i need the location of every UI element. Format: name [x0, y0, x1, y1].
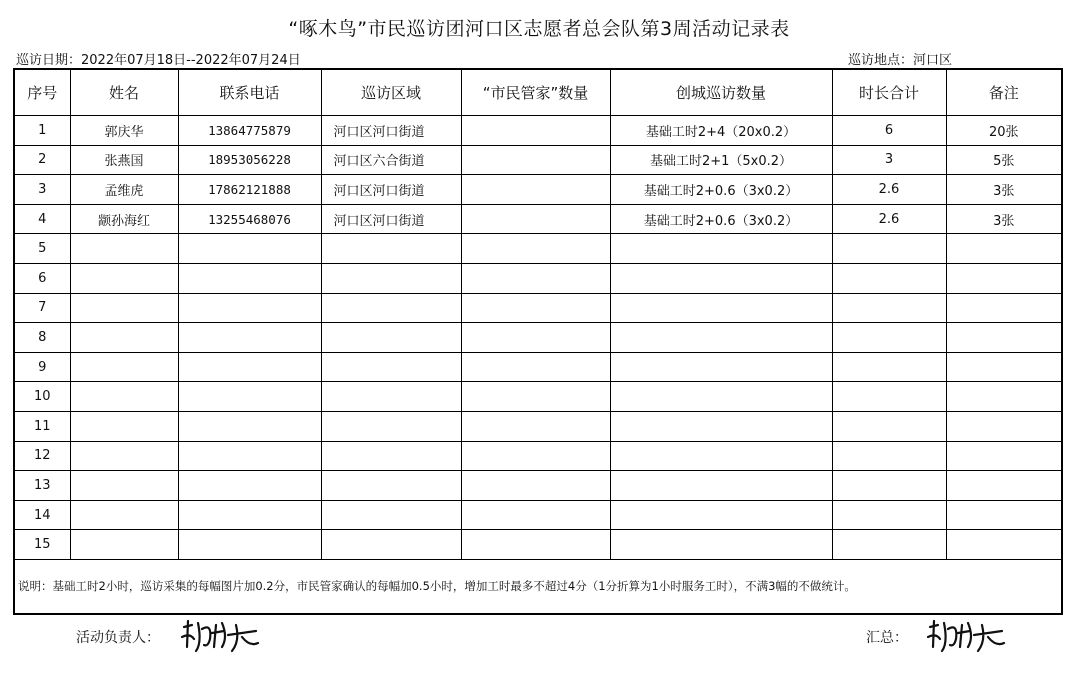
- table-row: [14, 530, 1062, 560]
- header-no: 序号: [14, 69, 70, 116]
- cell-no: 14: [14, 500, 70, 530]
- cell-remark: [946, 530, 1062, 560]
- cell-butler-count: [461, 352, 610, 382]
- header-visit-count: 创城巡访数量: [610, 69, 832, 116]
- cell-no: 1: [14, 116, 70, 146]
- cell-no: 10: [14, 382, 70, 412]
- table-row: [14, 411, 1062, 441]
- cell-visit-count: [610, 352, 832, 382]
- header-area: 巡访区域: [321, 69, 461, 116]
- table-row: [14, 116, 1062, 146]
- cell-butler-count: [461, 263, 610, 293]
- cell-area: [321, 263, 461, 293]
- cell-visit-count: 基础工时2+1（5x0.2）: [610, 145, 832, 175]
- cell-name: [70, 500, 178, 530]
- table-row: [14, 471, 1062, 501]
- cell-area: 河口区六合街道: [321, 145, 461, 175]
- cell-area: 河口区河口街道: [321, 116, 461, 146]
- table-row: [14, 500, 1062, 530]
- cell-phone: [178, 500, 321, 530]
- cell-remark: [946, 263, 1062, 293]
- cell-area: [321, 293, 461, 323]
- cell-butler-count: [461, 382, 610, 412]
- cell-phone: [178, 471, 321, 501]
- header-phone: 联系电话: [178, 69, 321, 116]
- table-row: [14, 204, 1062, 234]
- cell-remark: [946, 323, 1062, 353]
- cell-visit-count: [610, 441, 832, 471]
- cell-visit-count: [610, 263, 832, 293]
- cell-name: [70, 411, 178, 441]
- cell-no: 3: [14, 175, 70, 205]
- table-row: [14, 234, 1062, 264]
- cell-remark: 3张: [946, 175, 1062, 205]
- cell-visit-count: [610, 530, 832, 560]
- form-title: “啄木鸟”市民巡访团河口区志愿者总会队第3周活动记录表: [288, 18, 790, 40]
- cell-butler-count: [461, 204, 610, 234]
- cell-remark: [946, 471, 1062, 501]
- cell-phone: 13255468076: [178, 204, 321, 234]
- cell-area: [321, 530, 461, 560]
- cell-phone: [178, 411, 321, 441]
- cell-butler-count: [461, 471, 610, 501]
- cell-name: [70, 530, 178, 560]
- cell-name: 孟维虎: [70, 175, 178, 205]
- cell-butler-count: [461, 323, 610, 353]
- leader-label: 活动负责人：: [76, 630, 160, 646]
- cell-area: [321, 411, 461, 441]
- cell-phone: 13864775879: [178, 116, 321, 146]
- cell-remark: [946, 411, 1062, 441]
- cell-area: [321, 234, 461, 264]
- cell-phone: 17862121888: [178, 175, 321, 205]
- table-row: [14, 175, 1062, 205]
- cell-name: 颛孙海红: [70, 204, 178, 234]
- cell-hours: [832, 352, 946, 382]
- header-row: [14, 69, 1062, 116]
- cell-name: [70, 293, 178, 323]
- cell-visit-count: [610, 382, 832, 412]
- cell-no: 4: [14, 204, 70, 234]
- table-row: [14, 441, 1062, 471]
- table-row: [14, 352, 1062, 382]
- cell-phone: [178, 441, 321, 471]
- cell-area: [321, 352, 461, 382]
- summary-label: 汇总：: [866, 630, 908, 646]
- cell-hours: 3: [832, 145, 946, 175]
- cell-visit-count: [610, 293, 832, 323]
- cell-remark: [946, 382, 1062, 412]
- cell-hours: 2.6: [832, 204, 946, 234]
- table-row: [14, 323, 1062, 353]
- cell-name: [70, 234, 178, 264]
- location: 巡访地点：河口区: [848, 53, 953, 68]
- cell-butler-count: [461, 530, 610, 560]
- note-row: [14, 559, 1062, 614]
- cell-butler-count: [461, 293, 610, 323]
- cell-visit-count: 基础工时2+0.6（3x0.2）: [610, 204, 832, 234]
- cell-hours: 6: [832, 116, 946, 146]
- cell-area: 河口区河口街道: [321, 204, 461, 234]
- cell-phone: [178, 352, 321, 382]
- cell-phone: [178, 323, 321, 353]
- cell-name: [70, 471, 178, 501]
- cell-visit-count: [610, 234, 832, 264]
- cell-hours: [832, 471, 946, 501]
- cell-phone: [178, 234, 321, 264]
- cell-visit-count: [610, 471, 832, 501]
- cell-remark: 5张: [946, 145, 1062, 175]
- cell-butler-count: [461, 145, 610, 175]
- cell-hours: [832, 234, 946, 264]
- summary-signature: [924, 617, 1006, 655]
- cell-remark: [946, 234, 1062, 264]
- cell-butler-count: [461, 175, 610, 205]
- cell-phone: [178, 263, 321, 293]
- cell-phone: [178, 293, 321, 323]
- cell-visit-count: 基础工时2+4（20x0.2）: [610, 116, 832, 146]
- header-name: 姓名: [70, 69, 178, 116]
- cell-butler-count: [461, 441, 610, 471]
- record-table: [13, 68, 1063, 615]
- cell-area: [321, 500, 461, 530]
- leader-signature: [178, 617, 260, 655]
- cell-no: 6: [14, 263, 70, 293]
- cell-no: 5: [14, 234, 70, 264]
- cell-butler-count: [461, 116, 610, 146]
- cell-area: [321, 441, 461, 471]
- cell-visit-count: 基础工时2+0.6（3x0.2）: [610, 175, 832, 205]
- cell-hours: [832, 411, 946, 441]
- cell-no: 13: [14, 471, 70, 501]
- cell-no: 11: [14, 411, 70, 441]
- cell-no: 12: [14, 441, 70, 471]
- cell-name: 张燕国: [70, 145, 178, 175]
- cell-no: 2: [14, 145, 70, 175]
- table-row: [14, 263, 1062, 293]
- cell-name: [70, 263, 178, 293]
- header-remark: 备注: [946, 69, 1062, 116]
- cell-butler-count: [461, 234, 610, 264]
- cell-hours: [832, 530, 946, 560]
- cell-name: 郭庆华: [70, 116, 178, 146]
- cell-name: [70, 323, 178, 353]
- cell-no: 8: [14, 323, 70, 353]
- cell-name: [70, 441, 178, 471]
- cell-hours: [832, 263, 946, 293]
- cell-hours: [832, 382, 946, 412]
- cell-name: [70, 382, 178, 412]
- cell-area: [321, 471, 461, 501]
- header-hours: 时长合计: [832, 69, 946, 116]
- cell-visit-count: [610, 500, 832, 530]
- cell-remark: 3张: [946, 204, 1062, 234]
- cell-phone: [178, 530, 321, 560]
- cell-hours: [832, 323, 946, 353]
- cell-visit-count: [610, 411, 832, 441]
- cell-hours: 2.6: [832, 175, 946, 205]
- cell-visit-count: [610, 323, 832, 353]
- header-butler-count: “市民管家”数量: [461, 69, 610, 116]
- cell-remark: 20张: [946, 116, 1062, 146]
- note-text: 说明：基础工时2小时，巡访采集的每幅图片加0.2分，市民管家确认的每幅加0.5小时，增加工时最多不超过4分（1分折算为1小时服务工时），不满3幅的不做统计。: [14, 559, 1062, 614]
- table-row: [14, 145, 1062, 175]
- table-row: [14, 293, 1062, 323]
- cell-phone: [178, 382, 321, 412]
- date-range: 巡访日期：2022年07月18日--2022年07月24日: [16, 53, 301, 68]
- cell-remark: [946, 441, 1062, 471]
- cell-phone: 18953056228: [178, 145, 321, 175]
- cell-butler-count: [461, 500, 610, 530]
- cell-name: [70, 352, 178, 382]
- cell-area: 河口区河口街道: [321, 175, 461, 205]
- cell-butler-count: [461, 411, 610, 441]
- cell-remark: [946, 293, 1062, 323]
- cell-no: 9: [14, 352, 70, 382]
- cell-remark: [946, 352, 1062, 382]
- table-row: [14, 382, 1062, 412]
- cell-remark: [946, 500, 1062, 530]
- cell-area: [321, 323, 461, 353]
- cell-area: [321, 382, 461, 412]
- cell-no: 15: [14, 530, 70, 560]
- cell-hours: [832, 441, 946, 471]
- cell-hours: [832, 293, 946, 323]
- cell-hours: [832, 500, 946, 530]
- cell-no: 7: [14, 293, 70, 323]
